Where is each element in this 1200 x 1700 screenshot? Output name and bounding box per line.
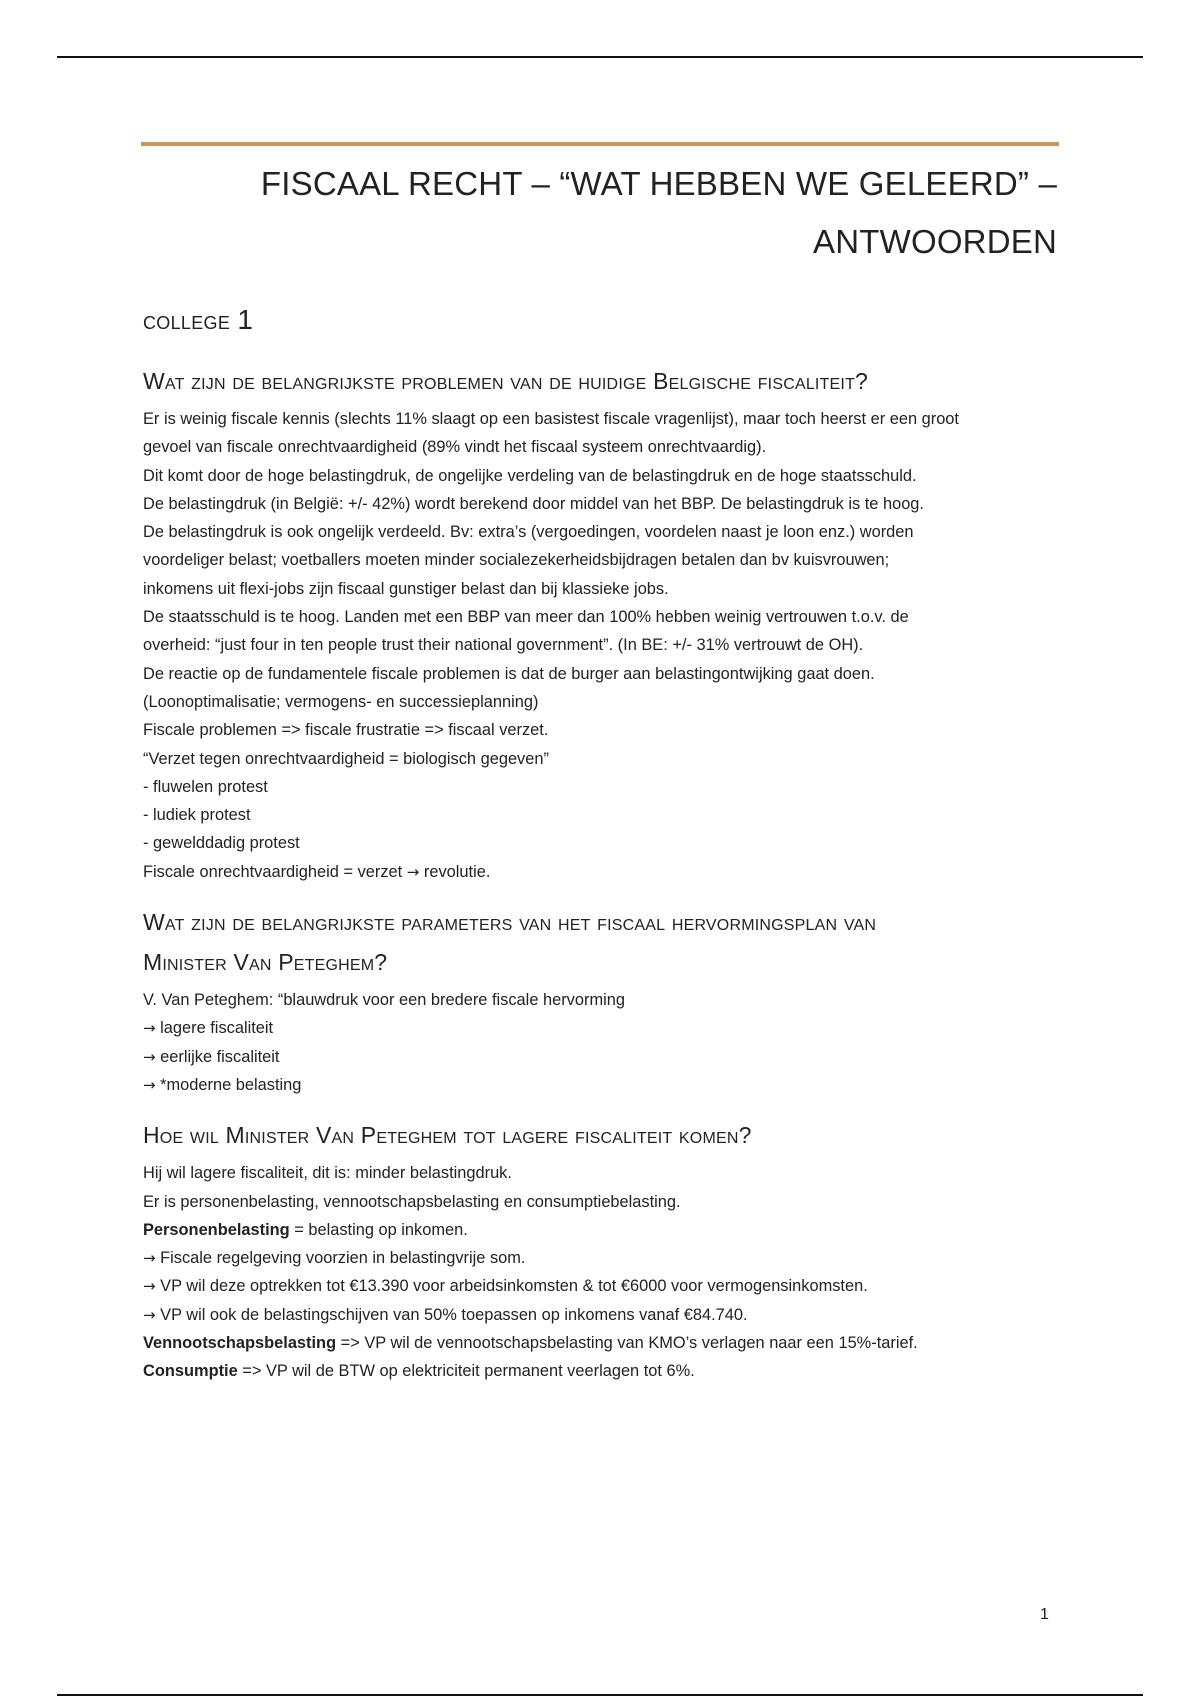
text-fragment: Fiscale onrechtvaardigheid = verzet <box>143 862 407 881</box>
list-item-text: eerlijke fiscaliteit <box>155 1047 280 1066</box>
section1-heading: Wat zijn de belangrijkste problemen van de huidige Belgische fiscaliteit? <box>143 368 869 394</box>
text-line <box>143 1329 1063 1357</box>
text-line: “Verzet tegen onrechtvaardigheid = biologisch gegeven” <box>143 749 549 768</box>
arrow-right-icon: → <box>406 862 420 881</box>
arrow-right-icon: → <box>143 1277 156 1296</box>
section1-body <box>143 405 1063 886</box>
list-item-text: Fiscale regelgeving voorzien in belastingvrije som. <box>155 1249 526 1268</box>
text-line: Hij wil lagere fiscaliteit, dit is: minder belastingdruk. <box>143 1164 512 1183</box>
page-header-rule <box>57 56 1143 58</box>
list-item <box>143 1244 1063 1272</box>
text-line: overheid: “just four in ten people trust their national government”. (In BE: +/- 31% vertrouwt de OH). <box>143 636 864 655</box>
section2-heading <box>143 902 1063 982</box>
text-line: Dit komt door de hoge belastingdruk, de ongelijke verdeling van de belastingdruk en de hoge staatsschuld. <box>143 466 917 485</box>
text-line: (Loonoptimalisatie; vermogens- en successieplanning) <box>143 692 539 711</box>
list-item <box>143 1043 1063 1071</box>
document-title <box>141 155 1057 271</box>
term-vennootschapsbelasting: Vennootschapsbelasting <box>143 1334 337 1353</box>
text-line: voordeliger belast; voetballers moeten minder socialezekerheidsbijdragen betalen dan bv kuisvrouwen; <box>143 551 890 570</box>
college-number: 1 <box>237 304 254 335</box>
text-line: V. Van Peteghem: “blauwdruk voor een bredere fiscale hervorming <box>143 991 625 1010</box>
college-heading <box>143 298 1063 343</box>
text-line: De belastingdruk is ook ongelijk verdeeld. Bv: extra’s (vergoedingen, voordelen naast je loon enz.) worden <box>143 523 914 542</box>
list-item <box>143 1272 1063 1300</box>
text-fragment: => VP wil de BTW op elektriciteit permanent veerlagen tot 6%. <box>237 1362 695 1381</box>
arrow-right-icon: → <box>143 1047 156 1066</box>
text-line: Er is weinig fiscale kennis (slechts 11% slaagt op een basistest fiscale vragenlijst), maar toch heerst er een groot <box>143 410 959 428</box>
list-item: - ludiek protest <box>143 806 251 825</box>
text-line: Er is personenbelasting, vennootschapsbelasting en consumptiebelasting. <box>143 1192 681 1211</box>
arrow-right-icon: → <box>143 1075 156 1094</box>
text-line: Fiscale problemen => fiscale frustratie => fiscaal verzet. <box>143 721 549 740</box>
list-item <box>143 1014 1063 1042</box>
document-body <box>143 298 1063 1402</box>
list-item-text: VP wil ook de belastingschijven van 50% toepassen op inkomens vanaf €84.740. <box>155 1305 748 1324</box>
arrow-right-icon: → <box>143 1249 156 1268</box>
list-item-text: VP wil deze optrekken tot €13.390 voor arbeidsinkomsten & tot €6000 voor vermogensinkomsten. <box>155 1277 868 1296</box>
list-item <box>143 1301 1063 1329</box>
text-line <box>143 858 1063 886</box>
list-item-text: lagere fiscaliteit <box>155 1019 274 1038</box>
text-line: De staatsschuld is te hoog. Landen met een BBP van meer dan 100% hebben weinig vertrouwen t.o.v. de <box>143 608 909 627</box>
arrow-right-icon: → <box>143 1019 156 1038</box>
list-item: - gewelddadig protest <box>143 834 300 853</box>
text-line <box>143 1216 1063 1244</box>
title-line-2: ANTWOORDEN <box>813 223 1057 260</box>
title-line-1: FISCAAL RECHT – “WAT HEBBEN WE GELEERD” – <box>260 165 1057 202</box>
title-accent-rule <box>141 142 1059 146</box>
text-fragment: revolutie. <box>419 862 491 881</box>
term-personenbelasting: Personenbelasting <box>143 1220 290 1239</box>
list-item: - fluwelen protest <box>143 777 268 796</box>
text-line: De reactie op de fundamentele fiscale problemen is dat de burger aan belastingontwijking gaat doen. <box>143 664 875 683</box>
section3-body <box>143 1159 1063 1385</box>
college-label: college <box>143 307 231 335</box>
section2-body <box>143 986 1063 1099</box>
text-line: De belastingdruk (in België: +/- 42%) wordt berekend door middel van het BBP. De belastingdruk is te hoog. <box>143 494 924 513</box>
list-item-text: *moderne belasting <box>155 1075 302 1094</box>
text-fragment: = belasting op inkomen. <box>289 1220 468 1239</box>
page-footer-rule <box>57 1694 1143 1696</box>
arrow-right-icon: → <box>143 1305 156 1324</box>
section2-heading-line-1: Wat zijn de belangrijkste parameters van het fiscaal hervormingsplan van <box>143 909 877 936</box>
text-line <box>143 1357 1063 1385</box>
text-fragment: => VP wil de vennootschapsbelasting van KMO’s verlagen naar een 15%-tarief. <box>336 1334 918 1353</box>
list-item <box>143 1071 1063 1099</box>
section3-heading: Hoe wil Minister Van Peteghem tot lagere fiscaliteit komen? <box>143 1122 752 1149</box>
text-line: inkomens uit flexi-jobs zijn fiscaal gunstiger belast dan bij klassieke jobs. <box>143 579 669 598</box>
term-consumptie: Consumptie <box>143 1362 238 1381</box>
text-line: gevoel van fiscale onrechtvaardigheid (89% vindt het fiscaal systeem onrechtvaardig). <box>143 438 767 457</box>
section2-heading-line-2: Minister Van Peteghem? <box>143 949 388 976</box>
page-number: 1 <box>1040 1606 1049 1623</box>
